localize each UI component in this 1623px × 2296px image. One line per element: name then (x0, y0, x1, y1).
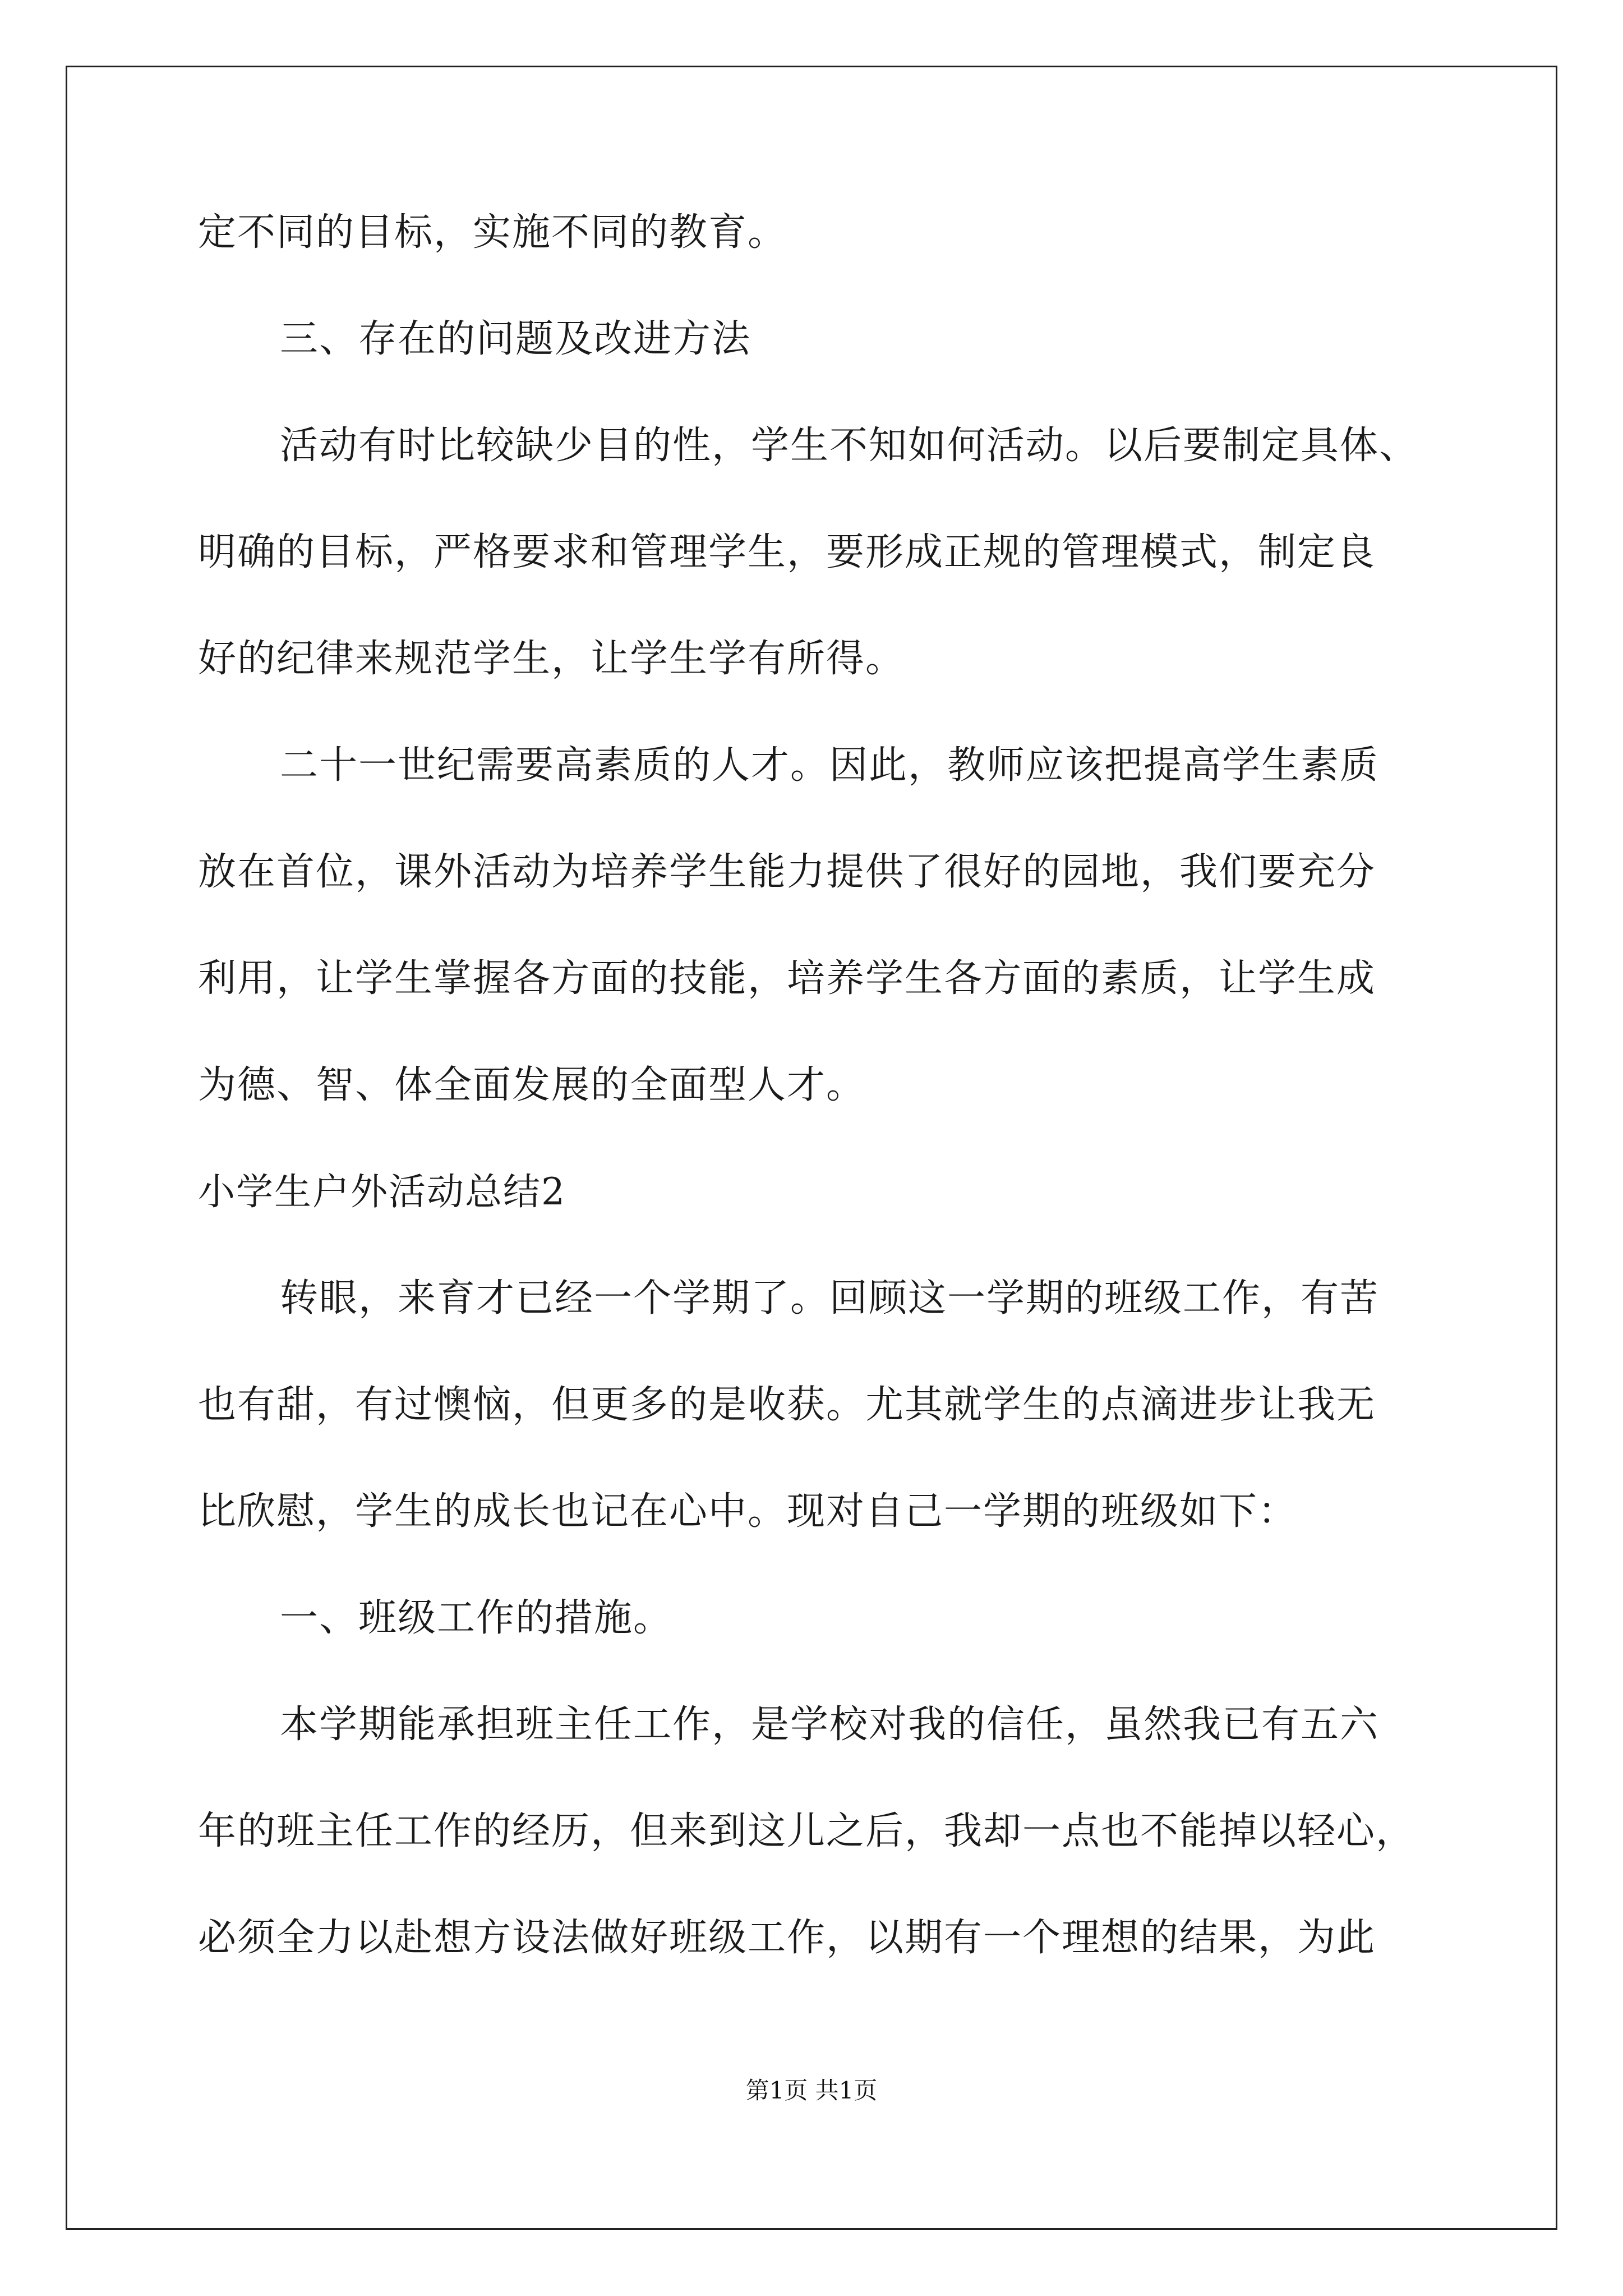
text-line: 定不同的目标，实施不同的教育。 (198, 210, 787, 255)
text-line: 二十一世纪需要高素质的人才。因此，教师应该把提高学生素质 (280, 743, 1380, 788)
text-line: 放在首位，课外活动为培养学生能力提供了很好的园地，我们要充分 (198, 850, 1376, 894)
document-body (198, 210, 1471, 2025)
text-line: 必须全力以赴想方设法做好班级工作，以期有一个理想的结果，为此 (198, 1916, 1376, 1960)
text-line: 比欣慰，学生的成长也记在心中。现对自己一学期的班级如下： (198, 1489, 1298, 1534)
text-line: 本学期能承担班主任工作，是学校对我的信任，虽然我已有五六 (280, 1703, 1380, 1747)
text-line: 利用，让学生掌握各方面的技能，培养学生各方面的素质，让学生成 (198, 956, 1376, 1001)
document-title: 小学生户外活动总结2 (198, 1170, 566, 1213)
section-heading: 一、班级工作的措施。 (280, 1596, 673, 1640)
text-line: 也有甜，有过懊恼，但更多的是收获。尤其就学生的点滴进步让我无 (198, 1383, 1376, 1427)
text-line: 好的纪律来规范学生，让学生学有所得。 (198, 637, 905, 681)
text-line: 明确的目标，严格要求和管理学生，要形成正规的管理模式，制定良 (198, 530, 1376, 574)
page-number-footer: 第1页 共1页 (745, 2077, 878, 2104)
text-line: 转眼，来育才已经一个学期了。回顾这一学期的班级工作，有苦 (280, 1276, 1380, 1320)
text-line: 活动有时比较缺少目的性，学生不知如何活动。以后要制定具体、 (280, 424, 1419, 468)
section-heading: 三、存在的问题及改进方法 (280, 317, 751, 361)
text-line: 年的班主任工作的经历，但来到这儿之后，我却一点也不能掉以轻心， (198, 1809, 1415, 1853)
text-line: 为德、智、体全面发展的全面型人才。 (198, 1063, 866, 1107)
